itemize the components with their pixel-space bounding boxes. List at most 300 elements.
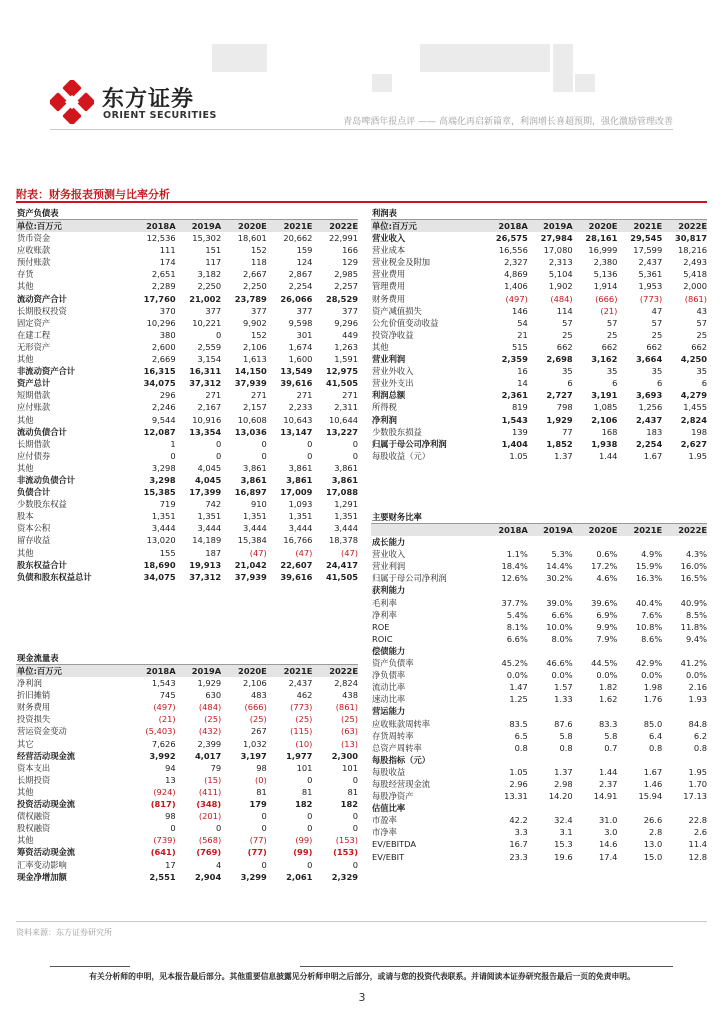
table-header-row xyxy=(16,220,358,232)
year-header: 2018A xyxy=(146,221,176,231)
table-title: 资产负债表 xyxy=(16,207,358,220)
table-cell: 0.8 xyxy=(559,742,573,753)
year-header: 2019A xyxy=(543,525,573,535)
table-cell: 12.8 xyxy=(688,851,708,862)
table-cell: 9,544 xyxy=(151,414,176,425)
table-cell: 183 xyxy=(646,426,663,437)
table-cell: 14.91 xyxy=(593,791,618,802)
table-cell xyxy=(483,645,528,657)
table-row xyxy=(371,778,707,790)
table-cell: 15,384 xyxy=(237,535,267,546)
table-body xyxy=(371,536,707,863)
table-cell: (924) xyxy=(153,786,176,797)
table-cell: 0 xyxy=(170,823,176,834)
table-cell: (77) xyxy=(247,847,267,858)
table-cell: 39.0% xyxy=(546,597,573,608)
table-cell: 1.37 xyxy=(554,450,573,461)
table-cell: 449 xyxy=(342,329,358,340)
table-cell: 6.6% xyxy=(551,609,573,620)
table-cell: (411) xyxy=(198,786,222,797)
table-cell: (861) xyxy=(684,293,708,304)
table-cell: 1.95 xyxy=(688,766,708,777)
table-cell xyxy=(662,645,707,657)
table-cell: 5.4% xyxy=(506,609,528,620)
table-cell: 1,085 xyxy=(593,402,618,413)
table-cell: 19,913 xyxy=(189,559,222,570)
table-cell: 1,914 xyxy=(593,281,618,292)
table-cell xyxy=(528,802,573,814)
table-row xyxy=(371,621,707,633)
table-row xyxy=(371,681,707,693)
table-row xyxy=(371,669,707,681)
table-cell: 2,167 xyxy=(197,402,222,413)
row-label: 长期借款 xyxy=(17,438,51,449)
table-cell: 16.3% xyxy=(635,573,663,584)
table-cell: 0 xyxy=(352,774,358,785)
table-cell: 2,399 xyxy=(197,738,222,749)
table-row xyxy=(371,802,707,814)
table-cell: 14.20 xyxy=(548,791,573,802)
table-cell: 17.2% xyxy=(591,561,618,572)
table-cell: (497) xyxy=(153,702,176,713)
table-cell: 0 xyxy=(261,438,267,449)
table-cell: 2,061 xyxy=(286,871,313,882)
table-cell: (25) xyxy=(249,714,267,725)
row-label: 营业外收入 xyxy=(372,366,414,377)
table-cell: (484) xyxy=(550,293,573,304)
table-row xyxy=(371,401,707,413)
table-row xyxy=(16,547,358,559)
table-row xyxy=(16,462,358,474)
table-cell: 13,549 xyxy=(280,366,313,377)
unit-label xyxy=(371,524,483,536)
table-cell: 83.3 xyxy=(598,718,618,729)
row-label: 营运能力 xyxy=(372,706,406,717)
table-row xyxy=(371,705,707,717)
table-cell: 57 xyxy=(651,317,663,328)
table-cell: (484) xyxy=(198,702,222,713)
table-cell xyxy=(573,584,618,596)
table-cell: 1.76 xyxy=(643,694,663,705)
table-cell: 0 xyxy=(307,450,313,461)
row-label: 资产负债率 xyxy=(372,658,414,669)
row-label: 其他 xyxy=(17,786,34,797)
table-cell: (77) xyxy=(249,835,267,846)
table-cell xyxy=(617,584,662,596)
table-cell: (739) xyxy=(153,835,176,846)
table-cell: 4,869 xyxy=(504,269,528,280)
table-cell: 15,302 xyxy=(192,233,222,244)
row-label: 货币资金 xyxy=(17,233,51,244)
row-label: 存货周转率 xyxy=(372,730,414,741)
row-label: 每股收益（元） xyxy=(372,450,431,461)
table-cell: 377 xyxy=(250,305,267,316)
table-cell: 1.25 xyxy=(509,694,528,705)
table-cell: (861) xyxy=(335,702,358,713)
table-cell: 16,311 xyxy=(189,366,222,377)
table-cell: (25) xyxy=(340,714,358,725)
table-cell: 0.0% xyxy=(596,670,618,681)
table-cell: 1,351 xyxy=(197,511,222,522)
table-cell: 54 xyxy=(517,317,528,328)
year-header: 2021E xyxy=(283,666,313,676)
table-cell: 111 xyxy=(159,245,176,256)
table-cell: 377 xyxy=(205,305,222,316)
table-cell: 3,154 xyxy=(197,354,222,365)
table-row xyxy=(16,268,358,280)
table-cell: 13,227 xyxy=(325,426,358,437)
table-row xyxy=(371,693,707,705)
table-cell: 29,545 xyxy=(630,233,663,244)
year-header: 2021E xyxy=(633,221,663,231)
table-cell xyxy=(662,802,707,814)
row-label: 投资净收益 xyxy=(372,329,414,340)
table-cell: 10.8% xyxy=(635,621,663,632)
table-cell: 1,902 xyxy=(548,281,573,292)
table-cell: 2,106 xyxy=(243,341,267,352)
table-cell: 7,626 xyxy=(151,738,176,749)
table-cell: 27,984 xyxy=(540,233,573,244)
table-cell: 13,354 xyxy=(189,426,222,437)
table-cell: 1.70 xyxy=(688,778,708,789)
table-cell: 22,607 xyxy=(280,559,313,570)
table-cell: 4.3% xyxy=(685,549,708,560)
year-header: 2022E xyxy=(329,221,358,231)
table-body xyxy=(16,232,358,583)
table-row xyxy=(16,822,358,834)
income-statement-table xyxy=(371,207,707,462)
table-cell: 37,939 xyxy=(234,378,267,389)
row-label: 管理费用 xyxy=(372,281,406,292)
table-cell: 37.7% xyxy=(501,597,528,608)
table-cell: 41,505 xyxy=(325,571,358,582)
table-cell: 9,902 xyxy=(243,317,267,328)
table-cell: 1,404 xyxy=(501,438,528,449)
header-decoration xyxy=(553,44,573,92)
table-cell: 271 xyxy=(205,390,222,401)
table-cell: 271 xyxy=(250,390,267,401)
table-row xyxy=(16,689,358,701)
table-cell: 2,600 xyxy=(151,341,176,352)
balance-sheet-table xyxy=(16,207,358,583)
header-decoration xyxy=(575,74,595,92)
table-cell: 0.6% xyxy=(596,549,618,560)
table-row xyxy=(16,232,358,244)
table-cell: 1,953 xyxy=(638,281,663,292)
row-label: 长期投资 xyxy=(17,774,51,785)
table-row xyxy=(371,814,707,826)
table-cell: 1.05 xyxy=(509,766,528,777)
table-cell: 0 xyxy=(170,450,176,461)
row-label: 速动比率 xyxy=(372,694,406,705)
table-cell: 16,897 xyxy=(234,487,267,498)
table-cell: 2,361 xyxy=(501,390,528,401)
table-row xyxy=(371,597,707,609)
year-header: 2019A xyxy=(191,221,222,231)
table-cell: 10,221 xyxy=(192,317,222,328)
unit-label: 单位:百万元 xyxy=(17,666,62,676)
table-cell: 166 xyxy=(342,245,358,256)
table-cell: 910 xyxy=(250,499,267,510)
row-label: 资产减值损失 xyxy=(372,305,422,316)
table-cell: 79 xyxy=(210,762,222,773)
table-row xyxy=(371,718,707,730)
table-cell: (99) xyxy=(295,835,313,846)
table-cell: 0.7 xyxy=(604,742,618,753)
table-cell: 14 xyxy=(517,378,528,389)
table-cell: 101 xyxy=(296,762,313,773)
table-cell xyxy=(573,754,618,766)
table-cell: 14,189 xyxy=(192,535,222,546)
table-row xyxy=(371,438,707,450)
table-cell: 0 xyxy=(352,811,358,822)
table-row xyxy=(371,742,707,754)
table-cell: 1.62 xyxy=(598,694,618,705)
table-cell: 10,916 xyxy=(192,414,222,425)
table-cell: 662 xyxy=(646,341,663,352)
table-cell: 13,147 xyxy=(280,426,313,437)
table-cell: 129 xyxy=(342,257,358,268)
table-cell: 23,789 xyxy=(234,293,267,304)
table-cell: 35 xyxy=(651,366,663,377)
table-cell: 28,529 xyxy=(325,293,358,304)
table-cell: (47) xyxy=(295,547,313,558)
row-label: EV/EBITDA xyxy=(372,839,417,850)
table-cell: 14.4% xyxy=(546,561,573,572)
table-cell: 2,157 xyxy=(243,402,267,413)
data-source: 资料来源：东方证券研究所 xyxy=(16,928,112,937)
table-cell: 159 xyxy=(296,245,313,256)
table-cell: 10.0% xyxy=(546,621,573,632)
report-header-title: 青岛啤酒年报点评 —— 高端化再启新篇章，利润增长喜超预期，强化激励管理改善 xyxy=(343,117,673,127)
table-cell: 4,279 xyxy=(680,390,708,401)
year-header: 2020E xyxy=(238,666,267,676)
table-cell: 28,161 xyxy=(585,233,618,244)
table-cell: 7.9% xyxy=(596,633,618,644)
table-cell: 4,017 xyxy=(194,750,222,761)
year-header: 2022E xyxy=(329,666,358,676)
row-label: 流动比率 xyxy=(372,682,406,693)
row-label: 其他 xyxy=(17,547,34,558)
table-row xyxy=(371,657,707,669)
table-title: 主要财务比率 xyxy=(371,511,707,524)
table-cell: (432) xyxy=(198,726,222,737)
year-header: 2021E xyxy=(283,221,313,231)
table-cell: 87.6 xyxy=(554,718,573,729)
table-cell: 1 xyxy=(170,438,176,449)
table-cell xyxy=(483,584,528,596)
table-cell: 798 xyxy=(556,402,573,413)
table-cell: (21) xyxy=(600,305,618,316)
table-row xyxy=(16,329,358,341)
table-cell: 0 xyxy=(307,438,313,449)
table-cell: 15.94 xyxy=(638,791,663,802)
table-cell: 32.4 xyxy=(554,815,573,826)
row-label: 每股收益 xyxy=(372,766,406,777)
table-cell: 1,591 xyxy=(334,354,358,365)
table-cell: 462 xyxy=(296,690,313,701)
table-row xyxy=(371,305,707,317)
table-row xyxy=(371,851,707,863)
table-cell: 9,296 xyxy=(334,317,358,328)
row-label: 股本 xyxy=(17,511,34,522)
table-cell: 94 xyxy=(165,762,176,773)
table-row xyxy=(371,572,707,584)
table-cell: 0 xyxy=(352,450,358,461)
table-cell: 2.98 xyxy=(554,778,573,789)
row-label: 筹资活动现金流 xyxy=(17,847,76,858)
row-label: 固定资产 xyxy=(17,317,51,328)
header-decoration xyxy=(420,44,550,72)
table-cell: 1.67 xyxy=(643,450,663,461)
table-row xyxy=(371,280,707,292)
table-cell: 1.46 xyxy=(643,778,663,789)
table-row xyxy=(371,584,707,596)
table-cell: 21 xyxy=(517,329,528,340)
table-cell: 13.0 xyxy=(643,839,663,850)
row-label: 每股净资产 xyxy=(372,791,414,802)
table-cell: 2,667 xyxy=(243,269,267,280)
table-row xyxy=(16,353,358,365)
table-row xyxy=(16,571,358,583)
table-cell: 6.4 xyxy=(649,730,663,741)
table-cell: 6 xyxy=(612,378,618,389)
table-cell: 81 xyxy=(301,786,313,797)
table-cell: 1.67 xyxy=(643,766,663,777)
row-label: 营运资金变动 xyxy=(17,726,67,737)
row-label: 财务费用 xyxy=(372,293,406,304)
table-cell: 1,093 xyxy=(288,499,313,510)
table-cell: 0 xyxy=(215,450,222,461)
table-cell: 719 xyxy=(159,499,176,510)
table-cell: 267 xyxy=(250,726,267,737)
table-cell: 2,106 xyxy=(591,414,618,425)
table-cell: 1.44 xyxy=(598,766,618,777)
row-label: 折旧摊销 xyxy=(17,690,51,701)
table-cell: 13,036 xyxy=(234,426,267,437)
table-cell xyxy=(573,705,618,717)
table-cell: 57 xyxy=(562,317,573,328)
table-cell: 17,088 xyxy=(325,487,358,498)
table-cell: 1,929 xyxy=(197,678,222,689)
table-cell: 21,042 xyxy=(234,559,267,570)
table-row xyxy=(371,256,707,268)
table-cell: 42.9% xyxy=(635,658,663,669)
table-cell: 0 xyxy=(215,329,222,340)
table-cell: (15) xyxy=(204,774,222,785)
table-cell: 3,444 xyxy=(197,523,222,534)
table-cell: 81 xyxy=(256,786,267,797)
table-cell: 2,246 xyxy=(151,402,176,413)
table-cell: 6.6% xyxy=(506,633,528,644)
table-cell: 41.2% xyxy=(680,658,708,669)
table-cell: 198 xyxy=(691,426,708,437)
table-cell: 5,136 xyxy=(593,269,618,280)
table-cell: 98 xyxy=(165,811,176,822)
table-cell: 2,313 xyxy=(548,257,573,268)
table-row xyxy=(371,548,707,560)
table-row xyxy=(16,474,358,486)
row-label: 少数股东损益 xyxy=(372,426,422,437)
row-label: 应收账款 xyxy=(17,245,51,256)
table-row xyxy=(16,401,358,413)
footer-divider xyxy=(50,966,130,967)
table-row xyxy=(16,871,358,883)
table-row xyxy=(371,353,707,365)
row-label: 成长能力 xyxy=(372,537,406,548)
table-cell: 377 xyxy=(342,305,358,316)
table-cell: 16.7 xyxy=(509,839,528,850)
row-label: 净利润 xyxy=(372,414,397,425)
table-cell: 6.9% xyxy=(596,609,618,620)
table-row xyxy=(16,534,358,546)
table-cell: 45.2% xyxy=(501,658,528,669)
table-cell: (568) xyxy=(198,835,222,846)
table-cell: 39.6% xyxy=(591,597,618,608)
table-cell: 77 xyxy=(562,426,573,437)
row-label: 财务费用 xyxy=(17,702,51,713)
table-cell: 4,045 xyxy=(194,474,222,485)
table-cell: (666) xyxy=(244,702,267,713)
table-cell: 16 xyxy=(517,366,528,377)
table-row xyxy=(16,750,358,762)
table-row xyxy=(371,232,707,244)
table-row xyxy=(16,834,358,846)
table-row xyxy=(371,377,707,389)
table-row xyxy=(16,341,358,353)
table-cell: 3,664 xyxy=(635,354,663,365)
table-row xyxy=(16,389,358,401)
table-cell: 0 xyxy=(261,823,267,834)
table-cell: 43 xyxy=(696,305,708,316)
table-cell: 3,444 xyxy=(151,523,176,534)
table-cell: 3,861 xyxy=(331,474,358,485)
table-cell: 0 xyxy=(261,811,267,822)
table-cell: 34,075 xyxy=(143,571,176,582)
table-row xyxy=(371,790,707,802)
table-cell: 2,985 xyxy=(334,269,358,280)
row-label: 营业外支出 xyxy=(372,378,414,389)
table-cell: 4 xyxy=(215,859,222,870)
table-cell: 152 xyxy=(250,245,267,256)
table-cell: 5,418 xyxy=(683,269,708,280)
table-cell: 44.5% xyxy=(591,658,618,669)
table-cell: 2,329 xyxy=(331,871,358,882)
table-cell: 2,559 xyxy=(197,341,222,352)
table-cell: 1,406 xyxy=(504,281,528,292)
table-cell: 2,289 xyxy=(151,281,176,292)
header-decoration xyxy=(372,74,392,92)
table-cell: 745 xyxy=(159,690,176,701)
row-label: 其他 xyxy=(17,354,34,365)
table-cell xyxy=(483,754,528,766)
table-cell: 35 xyxy=(562,366,573,377)
table-cell: 2,437 xyxy=(288,678,313,689)
table-cell: 1.37 xyxy=(554,766,573,777)
table-cell: 18,378 xyxy=(328,535,358,546)
table-cell: 16,556 xyxy=(498,245,528,256)
row-label: 市盈率 xyxy=(372,815,397,826)
table-cell: 0.8 xyxy=(649,742,663,753)
table-cell: 168 xyxy=(601,426,618,437)
table-cell: 37,939 xyxy=(234,571,267,582)
table-cell: 182 xyxy=(295,799,313,810)
table-row xyxy=(371,560,707,572)
table-cell: 3,162 xyxy=(591,354,618,365)
table-cell: 742 xyxy=(205,499,222,510)
table-cell xyxy=(662,584,707,596)
table-cell: 6.5 xyxy=(514,730,528,741)
